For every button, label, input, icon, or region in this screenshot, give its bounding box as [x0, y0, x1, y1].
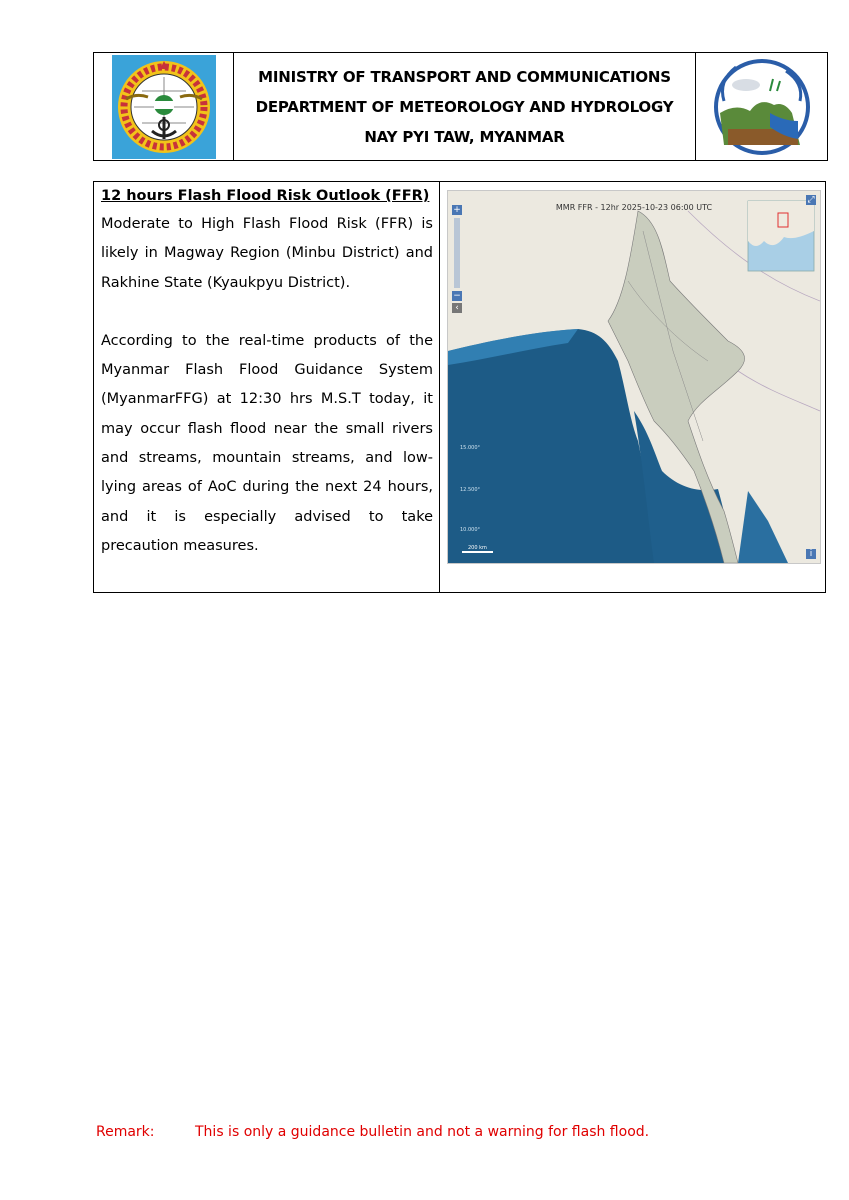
- outlook-heading: 12 hours Flash Flood Risk Outlook (FFR): [101, 188, 430, 204]
- svg-text:12.500°: 12.500°: [460, 487, 480, 493]
- ministry-emblem-logo: [112, 55, 216, 159]
- layers-icon[interactable]: ‹: [452, 303, 462, 313]
- letterhead: [93, 52, 828, 161]
- map-cell: [440, 182, 825, 592]
- ministry-logo-cell: [94, 53, 234, 160]
- zoom-out-button[interactable]: −: [453, 291, 461, 301]
- outlook-text-cell: [94, 182, 440, 592]
- map-title: MMR FFR - 12hr 2025-10-23 06:00 UTC: [555, 203, 713, 212]
- outlook-paragraph-2: According to the real-time products of the Myanmar Flash Flood Guidance System (MyanmarFFG) at 12:30 hrs M.S.T today, it may occur flash flood near the small rivers and streams, mountain streams, and low-lying areas of AoC during the next 24 hours, and it is especially advised to take precaution measures.: [101, 332, 433, 554]
- location-name: NAY PYI TAW, MYANMAR: [364, 127, 565, 146]
- remark-label: Remark:: [96, 1124, 155, 1140]
- zoom-in-button[interactable]: +: [453, 205, 461, 215]
- letterhead-title: [234, 53, 695, 160]
- department-name: DEPARTMENT OF METEOROLOGY AND HYDROLOGY: [255, 97, 674, 116]
- ffr-map[interactable]: [447, 190, 821, 564]
- info-icon[interactable]: i: [806, 549, 816, 559]
- map-scale-label: 200 km: [468, 545, 487, 551]
- svg-text:15.000°: 15.000°: [460, 445, 480, 451]
- zoom-slider[interactable]: [454, 218, 460, 288]
- outlook-table: [93, 181, 826, 593]
- map-scale-bar: [462, 545, 493, 553]
- department-logo-cell: [695, 53, 827, 160]
- outlook-paragraph-1: Moderate to High Flash Flood Risk (FFR) is likely in Magway Region (Minbu District) and Rakhine State (Kyaukpyu District).: [101, 216, 433, 291]
- remark-text: This is only a guidance bulletin and not a warning for flash flood.: [195, 1124, 650, 1140]
- ministry-name: MINISTRY OF TRANSPORT AND COMMUNICATIONS: [258, 67, 671, 86]
- fullscreen-icon[interactable]: ⤢: [807, 195, 815, 205]
- remark-line: [96, 1124, 649, 1140]
- map-graphic: [448, 191, 820, 563]
- hydrology-cycle-logo: [710, 55, 814, 159]
- svg-text:10.000°: 10.000°: [460, 527, 480, 533]
